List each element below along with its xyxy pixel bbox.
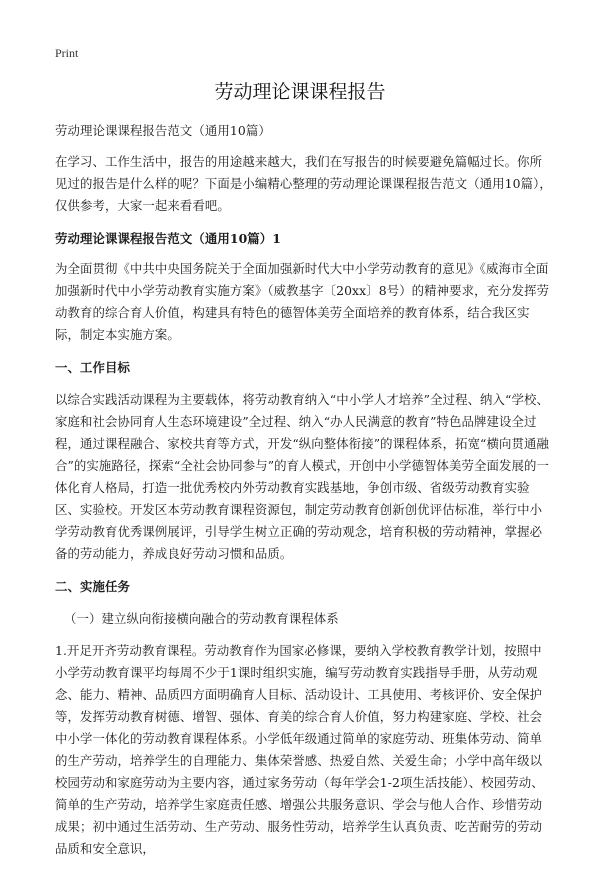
print-label: Print (55, 46, 79, 60)
goal-heading: 一、工作目标 (55, 360, 130, 375)
document-title: 劳动理论课课程报告 (214, 81, 386, 103)
tasks-heading: 二、实施任务 (55, 579, 130, 594)
document-subtitle: 劳动理论课课程报告范文（通用10篇） (55, 123, 271, 138)
intro-paragraph: 在学习、工作生活中，报告的用途越来越大，我们在写报告的时候要避免篇幅过长。你所见过的报告是什么样的呢？下面是小编精心整理的劳动理论课课程报告范文（通用10篇），仅供参考，大家一起来看看吧。 (55, 154, 552, 213)
task-paragraph: 1.开足开齐劳动教育课程。劳动教育作为国家必修课，要纳入学校教育教学计划，按照中小学劳动教育课平均每周不少于1课时组织实施，编写劳动教育实践指导手册，从劳动观念、能力、精神、品质四方面明确育人目标、活动设计、工具使用、考核评价、安全保护等，发挥劳动教育树德、增智、强体、育美的综合育人价值，努力构建家庭、学校、社会中小学一体化的劳动教育课程体系。小学低年级通过简单的家庭劳动、班集体劳动、简单的生产劳动，培养学生的自理能力、集体荣誉感、热爱自然、关爱生命；小学中高年级以校园劳动和家庭劳动为主要内容，通过家务劳动（每年学会1-2项生活技能）、校园劳动、简单的生产劳动，培养学生家庭责任感、增强公共服务意识、学会与他人合作、珍惜劳动成果；初中通过生活劳动、生产劳动、服务性劳动，培养学生认真负责、吃苦耐劳的劳动品质和安全意识， (55, 643, 544, 856)
goal-paragraph: 以综合实践活动课程为主要载体，将劳动教育纳入“中小学人才培养”全过程、纳入“学校、家庭和社会协同育人生态环境建设”全过程、纳入“办人民满意的教育”特色品牌建设全过程，通过课程融合、家校共育等方式，开发“纵向整体衔接”的课程体系，拓宽“横向贯通融合”的实施路径，探索“全社会协同参与”的育人模式，开创中小学德智体美劳全面发展的一体化育人格局，打造一批优秀校内外劳动教育实践基地，争创市级、省级劳动教育实验区、实验校。开发区本劳动教育课程资源包，制定劳动教育创新创优评估标准，举行中小学劳动教育优秀课例展评，引导学生树立正确的劳动观念，培育积极的劳动精神，掌握必备的劳动能力，养成良好劳动习惯和品质。 (55, 392, 549, 561)
section-paragraph: 为全面贯彻《中共中央国务院关于全面加强新时代大中小学劳动教育的意见》《威海市全面加强新时代中小学劳动教育实施方案》（威教基字〔20xx〕8号）的精神要求，充分发挥劳动教育的综合育人价值，构建具有特色的德智体美劳全面培养的教育体系，结合我区实际，制定本实施方案。 (55, 261, 550, 342)
section-heading: 劳动理论课课程报告范文（通用10篇）1 (55, 231, 282, 246)
task-subheading: （一）建立纵向衔接横向融合的劳动教育课程体系 (64, 611, 339, 626)
document-body (55, 120, 552, 871)
